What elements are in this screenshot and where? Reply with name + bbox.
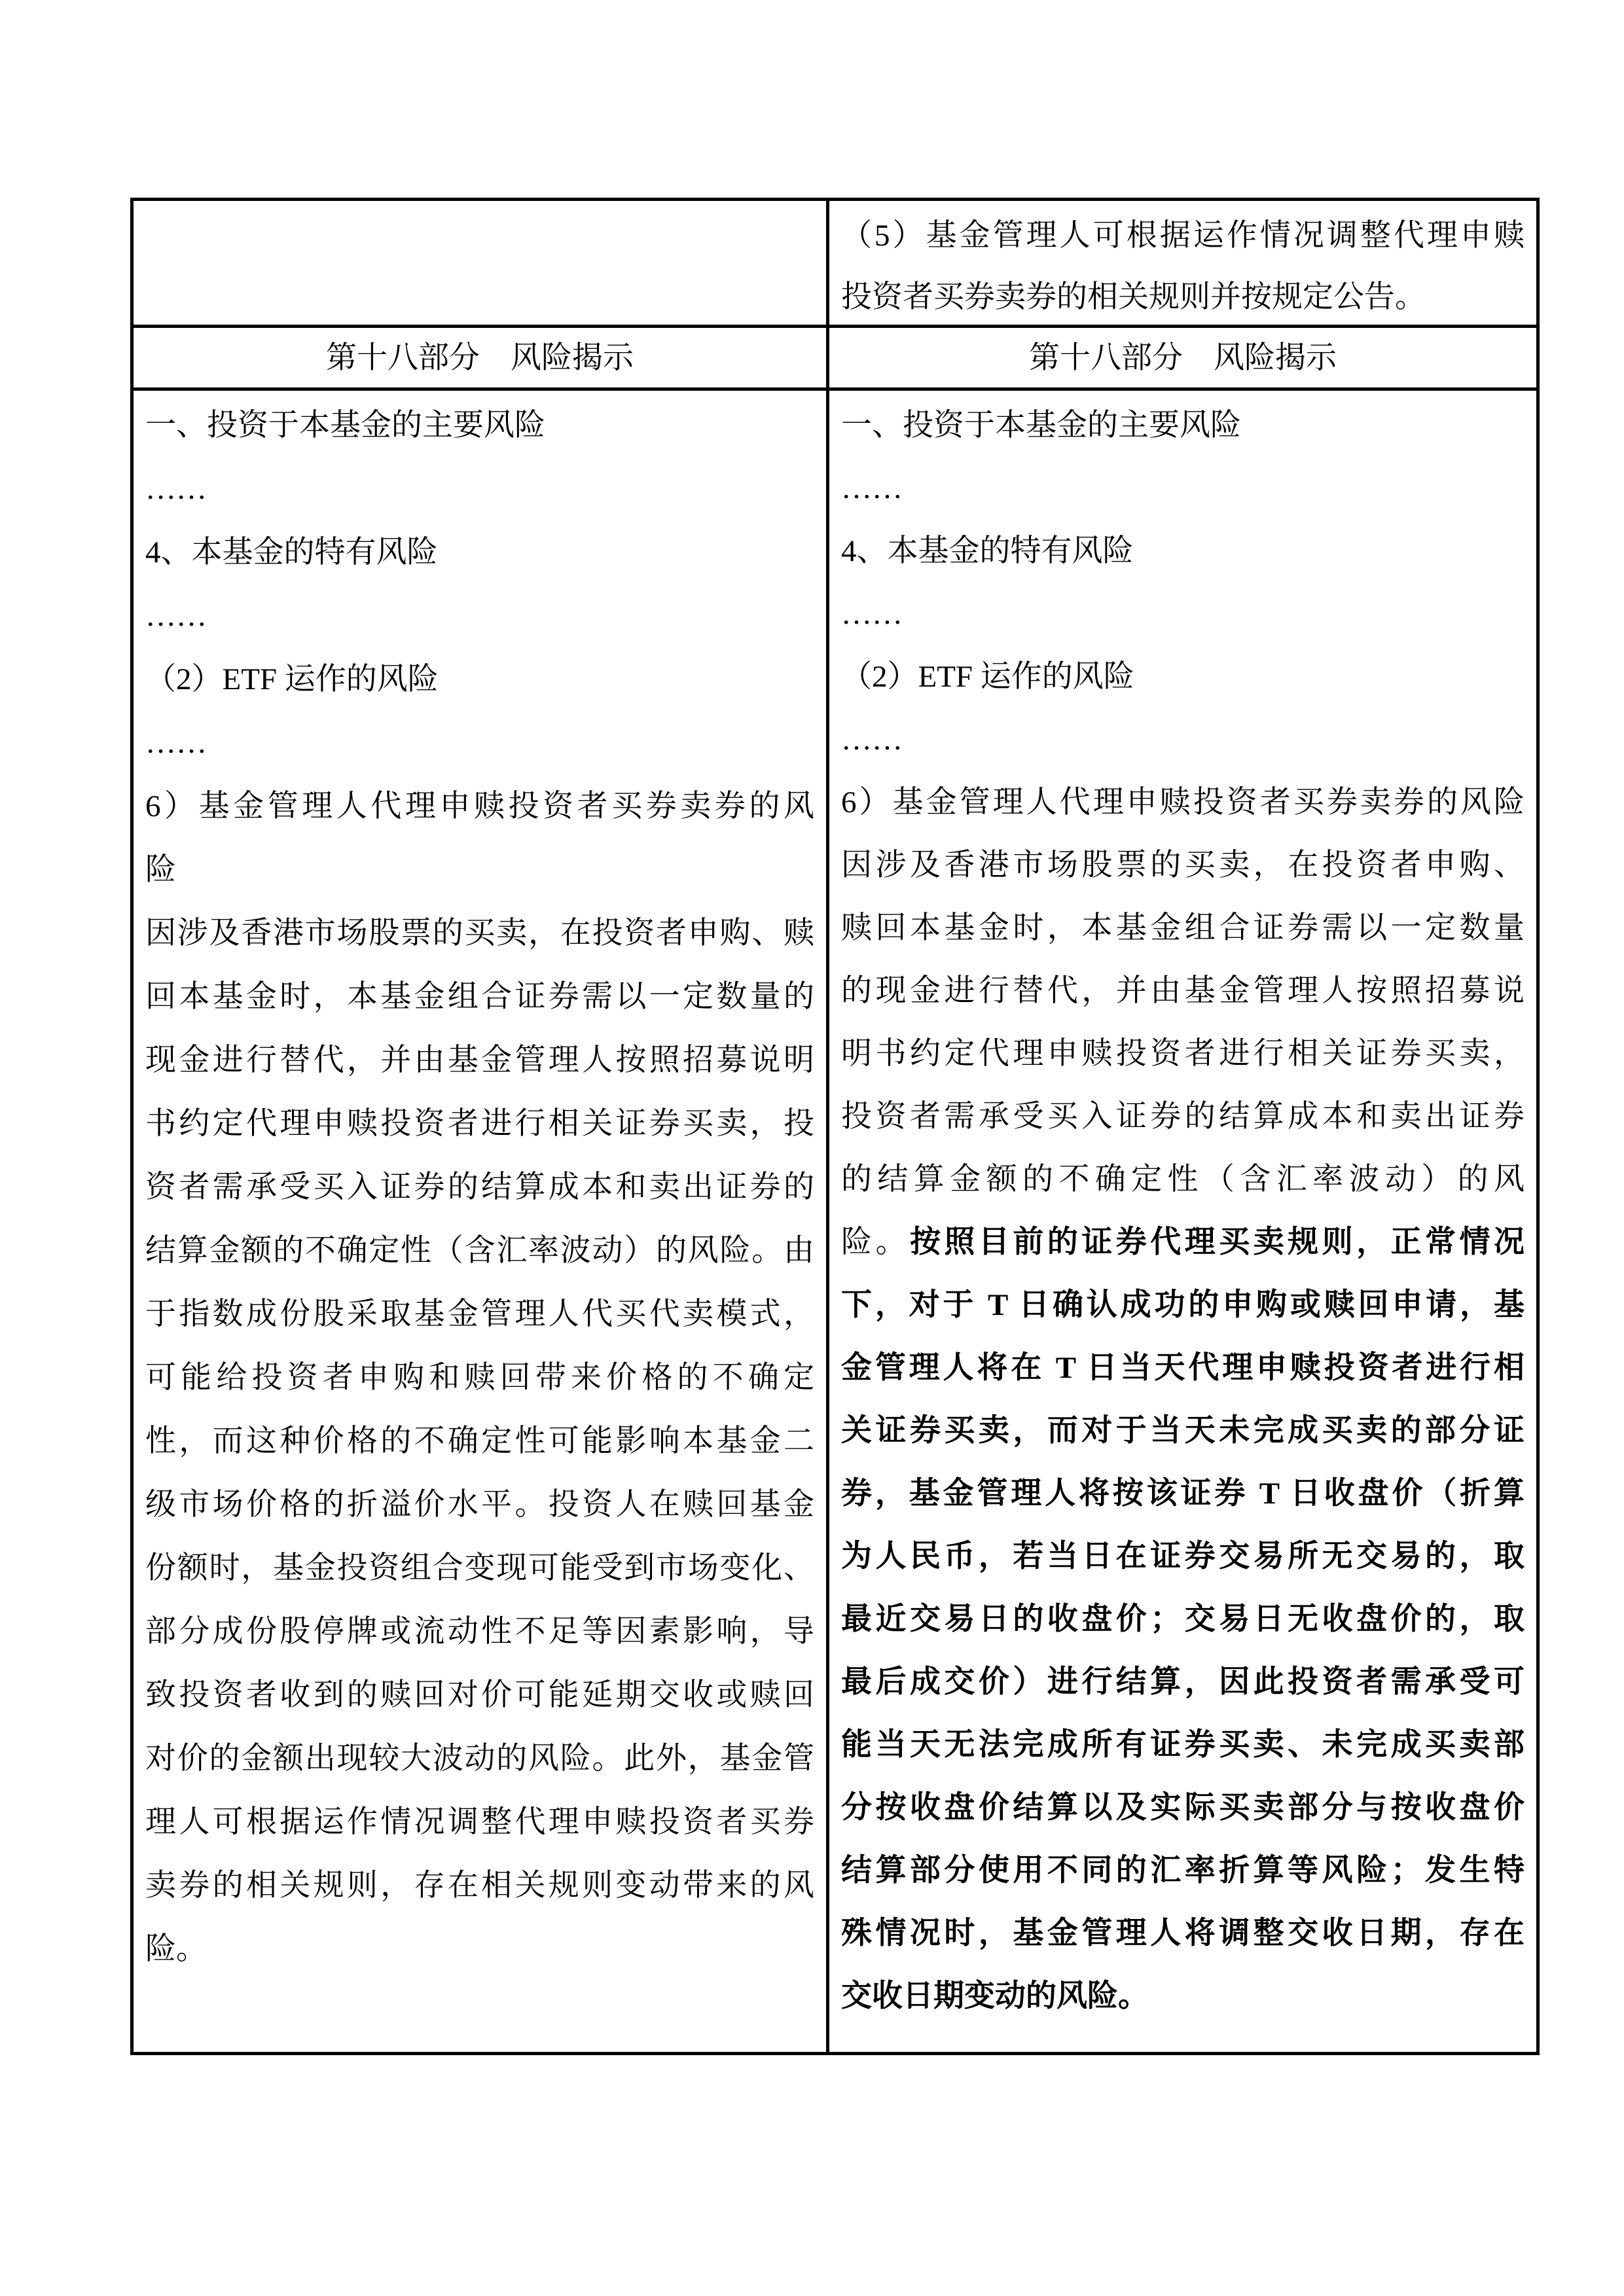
text-segment: （5）基金管理人可根据运作情况调整代理申赎	[841, 219, 1525, 253]
text-line	[145, 902, 814, 965]
text-segment: 份额时，基金投资组合变现可能受到市场变化、	[145, 1551, 814, 1585]
bold-text-segment: 结算部分使用不同的汇率折算等风险；发生特	[841, 1854, 1525, 1888]
bold-text-segment: 金管理人将在 T 日当天代理申赎投资者进行相	[841, 1351, 1525, 1385]
text-line	[841, 1148, 1525, 1211]
text-line	[145, 711, 814, 775]
text-segment: 现金进行替代，并由基金管理人按照招募说明	[145, 1043, 814, 1077]
text-line	[841, 1399, 1525, 1462]
cell-row1-left-blank	[134, 201, 829, 328]
text-line	[145, 521, 814, 584]
text-line	[841, 1776, 1525, 1839]
text-line	[841, 1965, 1525, 2028]
text-line	[145, 1473, 814, 1537]
text-segment: 资者需承受买入证券的结算成本和卖出证券的	[145, 1170, 814, 1204]
text-line	[841, 708, 1525, 771]
text-line	[841, 834, 1525, 897]
text-line	[841, 1839, 1525, 1902]
text-line	[841, 897, 1525, 960]
text-line	[841, 1902, 1525, 1965]
text-line	[145, 1092, 814, 1156]
text-line	[145, 648, 814, 711]
bold-text-segment: 下，对于 T 日确认成功的申购或赎回申请，基	[841, 1288, 1525, 1322]
section-header-right: 第十八部分 风险揭示	[829, 328, 1536, 391]
text-segment: 明书约定代理申赎投资者进行相关证券买卖，	[841, 1037, 1525, 1071]
text-line	[841, 1336, 1525, 1399]
bold-text-segment: 交收日期变动的风险。	[841, 1979, 1149, 2013]
text-segment: 理人可根据运作情况调整代理申赎投资者买券	[145, 1805, 814, 1839]
text-line	[841, 1274, 1525, 1336]
text-segment: ……	[841, 471, 903, 505]
text-line	[841, 1211, 1525, 1274]
bold-text-segment: 分按收盘价结算以及实际买卖部分与按收盘价	[841, 1791, 1525, 1825]
text-line	[145, 457, 814, 521]
text-segment: 可能给投资者申购和赎回带来价格的不确定	[145, 1361, 814, 1395]
text-line	[145, 1727, 814, 1791]
text-segment: 结算金额的不确定性（含汇率波动）的风险。由	[145, 1234, 814, 1268]
risk-disclosure-original-text	[134, 391, 829, 2052]
text-line	[841, 1462, 1525, 1525]
text-segment: 投资者需承受买入证券的结算成本和卖出证券	[841, 1100, 1525, 1134]
text-segment: 6）基金管理人代理申赎投资者买券卖券的风	[145, 789, 814, 823]
text-segment: 险	[145, 853, 176, 887]
text-segment: ……	[145, 599, 207, 633]
text-line	[145, 838, 814, 902]
text-segment: 4、本基金的特有风险	[145, 535, 438, 569]
text-line	[841, 583, 1525, 645]
text-segment: 因涉及香港市场股票的买卖，在投资者申购、	[841, 848, 1525, 882]
text-line	[841, 1525, 1525, 1588]
text-line	[145, 1029, 814, 1092]
text-segment: 因涉及香港市场股票的买卖，在投资者申购、赎	[145, 916, 814, 950]
text-segment: （2）ETF 运作的风险	[841, 660, 1134, 694]
text-line	[145, 1346, 814, 1410]
text-segment: 的结算金额的不确定性（含汇率波动）的风	[841, 1162, 1525, 1196]
bold-text-segment: 关证券买卖，而对于当天未完成买卖的部分证	[841, 1414, 1525, 1448]
bold-text-segment: 能当天无法完成所有证券买卖、未完成买卖部	[841, 1728, 1525, 1762]
text-segment: 书约定代理申赎投资者进行相关证券买卖，投	[145, 1107, 814, 1141]
comparison-table	[130, 198, 1540, 2055]
text-segment: 卖券的相关规则，存在相关规则变动带来的风	[145, 1869, 814, 1903]
text-segment: 投资者买券卖券的相关规则并按规定公告。	[841, 280, 1426, 314]
text-segment: 一、投资于本基金的主要风险	[841, 408, 1241, 442]
text-line	[145, 1664, 814, 1727]
bold-text-segment: 最近交易日的收盘价；交易日无收盘价的，取	[841, 1602, 1525, 1636]
text-segment: 致投资者收到的赎回对价可能延期交收或赎回	[145, 1678, 814, 1712]
text-line	[145, 1791, 814, 1854]
text-line	[145, 1219, 814, 1283]
text-segment: 险。	[841, 1225, 910, 1259]
text-line	[841, 457, 1525, 520]
text-segment: 险。	[145, 1932, 207, 1966]
text-line	[841, 266, 1525, 328]
text-segment: 的现金进行替代，并由基金管理人按照招募说	[841, 974, 1525, 1008]
text-segment: 赎回本基金时，本基金组合证券需以一定数量	[841, 911, 1525, 945]
bold-text-segment: 券，基金管理人将按该证券 T 日收盘价（折算	[841, 1477, 1525, 1511]
text-segment: 级市场价格的折溢价水平。投资人在赎回基金	[145, 1488, 814, 1522]
text-line	[145, 965, 814, 1029]
text-segment: 对价的金额出现较大波动的风险。此外，基金管	[145, 1742, 814, 1776]
text-line	[841, 205, 1525, 266]
text-line	[145, 1283, 814, 1346]
text-segment: （2）ETF 运作的风险	[145, 662, 439, 696]
text-segment: 回本基金时，本基金组合证券需以一定数量的	[145, 980, 814, 1014]
text-segment: ……	[145, 726, 207, 760]
bold-text-segment: 按照目前的证券代理买卖规则，正常情况	[909, 1225, 1525, 1259]
section-header-left: 第十八部分 风险揭示	[134, 328, 829, 391]
text-segment: 部分成份股停牌或流动性不足等因素影响，导	[145, 1615, 814, 1649]
text-line	[145, 1410, 814, 1473]
text-line	[841, 394, 1525, 457]
text-segment: 4、本基金的特有风险	[841, 534, 1134, 568]
risk-disclosure-revised-text	[829, 391, 1536, 2052]
text-line	[145, 1537, 814, 1600]
text-line	[145, 1854, 814, 1918]
text-segment: 6）基金管理人代理申赎投资者买券卖券的风险	[841, 785, 1525, 819]
text-segment: ……	[145, 472, 207, 506]
text-segment: 于指数成份股采取基金管理人代买代卖模式，	[145, 1297, 814, 1331]
text-line	[841, 645, 1525, 708]
text-line	[145, 394, 814, 457]
text-line	[145, 1156, 814, 1219]
text-line	[145, 584, 814, 648]
text-line	[841, 1085, 1525, 1148]
cell-row1-amendment-note	[829, 201, 1536, 328]
text-line	[841, 771, 1525, 834]
text-line	[841, 1651, 1525, 1713]
text-line	[145, 1600, 814, 1664]
text-line	[145, 1918, 814, 1981]
text-line	[841, 1588, 1525, 1651]
bold-text-segment: 殊情况时，基金管理人将调整交收日期，存在	[841, 1916, 1525, 1950]
text-line	[841, 1713, 1525, 1776]
text-line	[841, 960, 1525, 1022]
text-segment: 一、投资于本基金的主要风险	[145, 408, 545, 442]
text-line	[145, 775, 814, 838]
text-line	[841, 1022, 1525, 1085]
bold-text-segment: 为人民币，若当日在证券交易所无交易的，取	[841, 1539, 1525, 1573]
text-segment: ……	[841, 597, 903, 631]
bold-text-segment: 最后成交价）进行结算，因此投资者需承受可	[841, 1665, 1525, 1699]
text-segment: 性，而这种价格的不确定性可能影响本基金二	[145, 1424, 814, 1458]
text-segment: ……	[841, 723, 903, 757]
text-line	[841, 520, 1525, 583]
